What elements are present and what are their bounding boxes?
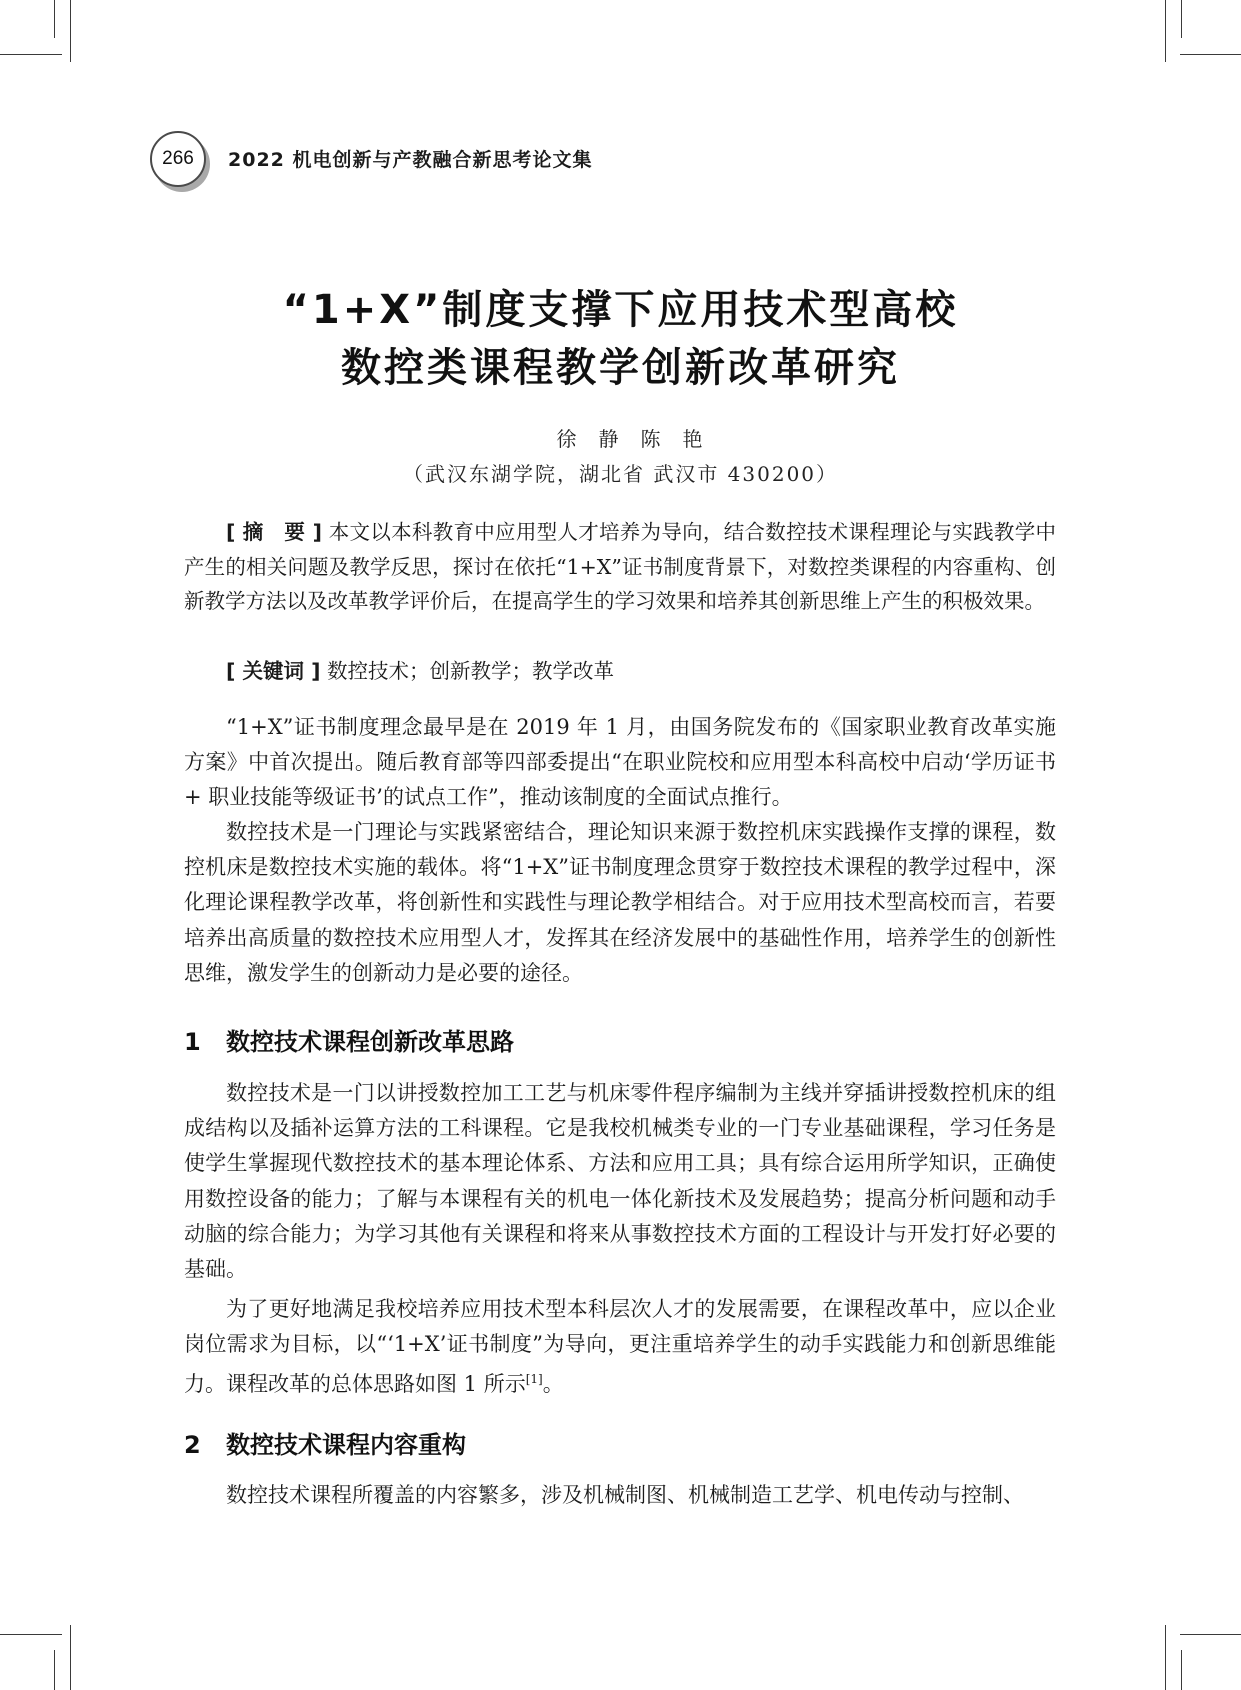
section-1-title: 数控技术课程创新改革思路 — [226, 1028, 514, 1056]
page-number-badge — [150, 131, 206, 187]
section-1-heading — [184, 1022, 514, 1057]
crop-mark — [1180, 54, 1241, 55]
intro-paragraph-2: 数控技术是一门理论与实践紧密结合，理论知识来源于数控机床实践操作支撑的课程，数控机床是数控技术实施的载体。将“1+X”证书制度理念贯穿于数控技术课程的教学过程中，深化理论课程教学改革，将创新性和实践性与理论教学相结合。对于应用技术型高校而言，若要培养出高质量的数控技术应用型人才，发挥其在经济发展中的基础性作用，培养学生的创新性思维，激发学生的创新动力是必要的途径。 — [184, 820, 1056, 985]
keywords-text: 数控技术；创新教学；教学改革 — [327, 659, 615, 683]
crop-mark — [0, 54, 62, 55]
running-title: 2022 机电创新与产教融合新思考论文集 — [228, 149, 593, 171]
crop-mark — [0, 1634, 62, 1635]
crop-mark — [1165, 0, 1166, 62]
section-2-paragraph-1: 数控技术课程所覆盖的内容繁多，涉及机械制图、机械制造工艺学、机电传动与控制、 — [226, 1483, 1024, 1507]
section-2-heading — [184, 1425, 466, 1460]
keywords-label: [ 关键词 ] — [226, 659, 321, 683]
crop-mark — [1165, 1625, 1166, 1690]
paper-title-line-1: “1+X”制度支撑下应用技术型高校 — [282, 287, 959, 333]
section-1-number: 1 — [184, 1028, 201, 1056]
crop-mark — [54, 0, 55, 38]
keywords — [184, 654, 1056, 689]
abstract-text: 本文以本科教育中应用型人才培养为导向，结合数控技术课程理论与实践教学中产生的相关问题及教学反思，探讨在依托“1+X”证书制度背景下，对数控类课程的内容重构、创新教学方法以及改革教学评价后，在提高学生的学习效果和培养其创新思维上产生的积极效果。 — [184, 520, 1056, 613]
page-number: 266 — [162, 148, 194, 169]
intro-paragraph-1: “1+X”证书制度理念最早是在 2019 年 1 月，由国务院发布的《国家职业教育改革实施方案》中首次提出。随后教育部等四部委提出“在职业院校和应用型本科高校中启动‘学历证书 + 职业技能等级证书’的试点工作”，推动该制度的全面试点推行。 — [184, 715, 1056, 810]
crop-mark — [1181, 0, 1182, 38]
crop-mark — [70, 1625, 71, 1690]
authors: 徐静陈艳 — [556, 427, 725, 451]
abstract-label: [ 摘 要 ] — [226, 520, 322, 544]
citation-ref: [1] — [525, 1372, 543, 1387]
affiliation: （武汉东湖学院，湖北省 武汉市 430200） — [402, 462, 839, 486]
section-1-paragraph-2 — [184, 1292, 1056, 1403]
crop-mark — [1181, 1650, 1182, 1690]
section-2-number: 2 — [184, 1431, 201, 1459]
paper-title-line-2: 数控类课程教学创新改革研究 — [341, 345, 900, 391]
crop-mark — [70, 0, 71, 62]
section-1-paragraph-2-end: 。 — [542, 1372, 564, 1397]
section-1-paragraph-1: 数控技术是一门以讲授数控加工工艺与机床零件程序编制为主线并穿插讲授数控机床的组成结构以及插补运算方法的工科课程。它是我校机械类专业的一门专业基础课程，学习任务是使学生掌握现代数控技术的基本理论体系、方法和应用工具；具有综合运用所学知识，正确使用数控设备的能力；了解与本课程有关的机电一体化新技术及发展趋势；提高分析问题和动手动脑的综合能力；为学习其他有关课程和将来从事数控技术方面的工程设计与开发打好必要的基础。 — [184, 1081, 1056, 1282]
abstract — [184, 515, 1056, 619]
crop-mark — [1180, 1634, 1241, 1635]
crop-mark — [54, 1650, 55, 1690]
section-1-paragraph-2-text: 为了更好地满足我校培养应用技术型本科层次人才的发展需要，在课程改革中，应以企业岗位需求为目标，以“‘1+X’证书制度”为导向，更注重培养学生的动手实践能力和创新思维能力。课程改革的总体思路如图 1 所示 — [184, 1297, 1056, 1397]
section-2-title: 数控技术课程内容重构 — [226, 1431, 466, 1459]
